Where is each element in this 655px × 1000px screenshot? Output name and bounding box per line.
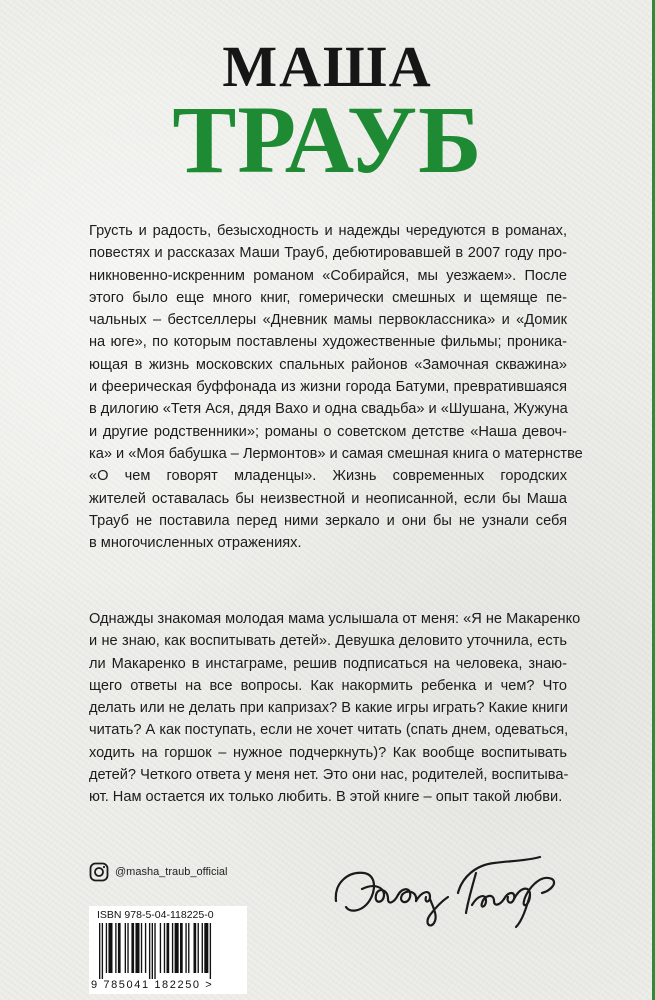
barcode-bar — [108, 923, 112, 973]
isbn-label: ISBN 978-5-04-118225-0 — [97, 909, 214, 921]
barcode-bar — [185, 923, 186, 973]
barcode-bar — [154, 923, 155, 979]
text-line: на юге», по которым поставлены художественные фильмы; проника- — [89, 334, 567, 351]
barcode-bar — [99, 923, 100, 979]
text-line: ли Макаренко в инстаграме, решив подписаться на человека, знаю- — [89, 655, 567, 672]
instagram-handle: @masha_traub_official — [115, 866, 228, 878]
text-line: никновенно-искренним романом «Собирайся, мы уезжаем». После — [89, 267, 567, 284]
barcode-number: 9 785041 182250 > — [91, 979, 214, 991]
text-line: и феерическая буффонада из жизни города Батуми, превратившаяся — [89, 379, 567, 396]
text-line: детей? Четкого ответа у меня нет. Это они нас, родителей, воспитыва- — [89, 767, 569, 784]
annotation-paragraph-2 — [89, 608, 581, 809]
barcode-bar — [202, 923, 203, 973]
text-line: Грусть и радость, безысходность и надежды чередуются в романах, — [89, 223, 567, 239]
barcode-bar — [160, 923, 161, 973]
text-line: делать или не делать при капризах? В какие игры играть? Какие книги — [89, 700, 568, 717]
barcode-bar — [164, 923, 165, 973]
text-line: чальных – бестселлеры «Дневник мамы первоклассника» и «Домик — [89, 312, 567, 329]
barcode-bar — [118, 923, 121, 973]
isbn-barcode-panel — [89, 906, 247, 994]
barcode-bar — [115, 923, 116, 973]
barcode-bar — [167, 923, 170, 973]
text-line: «О чем говорят младенцы». Жизнь современных городских — [89, 468, 567, 485]
barcode-bar — [210, 923, 211, 979]
barcode-bar — [175, 923, 179, 973]
text-line: в многочисленных отражениях. — [89, 535, 302, 552]
text-line: щего ответы на все вопросы. Как накормить ребенка и чем? Что — [89, 677, 567, 694]
barcode-bar — [149, 923, 150, 979]
annotation-paragraph-1 — [89, 220, 583, 554]
text-line: ющая в жизнь московских спальных районов «Замочная скважина» — [89, 356, 567, 373]
barcode-bar — [125, 923, 126, 973]
barcode-bar — [127, 923, 128, 973]
barcode-bar — [188, 923, 189, 973]
text-line: читать? А как поступать, если не хочет читать (спать днем, одеваться, — [89, 722, 569, 739]
barcode-bar — [172, 923, 173, 973]
text-line: ходить на горшок – нужное подчеркнуть)? Как вообще воспитывать — [89, 744, 567, 761]
author-first-name: МАША — [222, 34, 433, 99]
text-line: этого было еще много книг, гомерически смешных и щемяще пе- — [89, 289, 567, 306]
barcode-bar — [194, 923, 197, 973]
barcode-bar — [141, 923, 142, 973]
text-line: ют. Нам остается их только любить. В этой книге – опыт такой любви. — [89, 789, 563, 806]
text-line: Однажды знакомая молодая мама услышала от меня: «Я не Макаренко — [89, 611, 581, 627]
barcode-bar — [102, 923, 103, 979]
text-line: в дилогию «Тетя Ася, дядя Вахо и одна свадьба» и «Шушана, Жужуна — [89, 401, 568, 418]
barcode-graphic — [95, 923, 241, 979]
text-line: ка» и «Моя бабушка – Лермонтов» и самая смешная книга о матернстве — [89, 445, 583, 462]
barcode-bar — [198, 923, 199, 973]
text-line: жителей оставалась бы неизвестной и неописанной, если бы Маша — [89, 490, 567, 507]
author-last-name: ТРАУБ — [172, 86, 483, 193]
barcode-bar — [131, 923, 134, 973]
instagram-link[interactable] — [89, 862, 227, 882]
barcode-bar — [145, 923, 146, 973]
barcode-bar — [204, 923, 208, 973]
author-signature — [326, 843, 576, 933]
text-line: повестях и рассказах Маши Трауб, дебютировавшей в 2007 году про- — [89, 245, 567, 262]
text-line: и другие родственники»; романы о советском детстве «Наша девоч- — [89, 423, 567, 440]
barcode-bar — [106, 923, 107, 973]
barcode-bar — [152, 923, 153, 979]
barcode-bar — [180, 923, 183, 973]
text-line: Трауб не поставила перед ними зеркало и они бы не узнали себя — [89, 512, 567, 529]
barcode-bar — [135, 923, 139, 973]
instagram-icon — [89, 862, 109, 882]
text-line: и не знаю, как воспитывать детей». Девушка деловито уточнила, есть — [89, 633, 567, 650]
